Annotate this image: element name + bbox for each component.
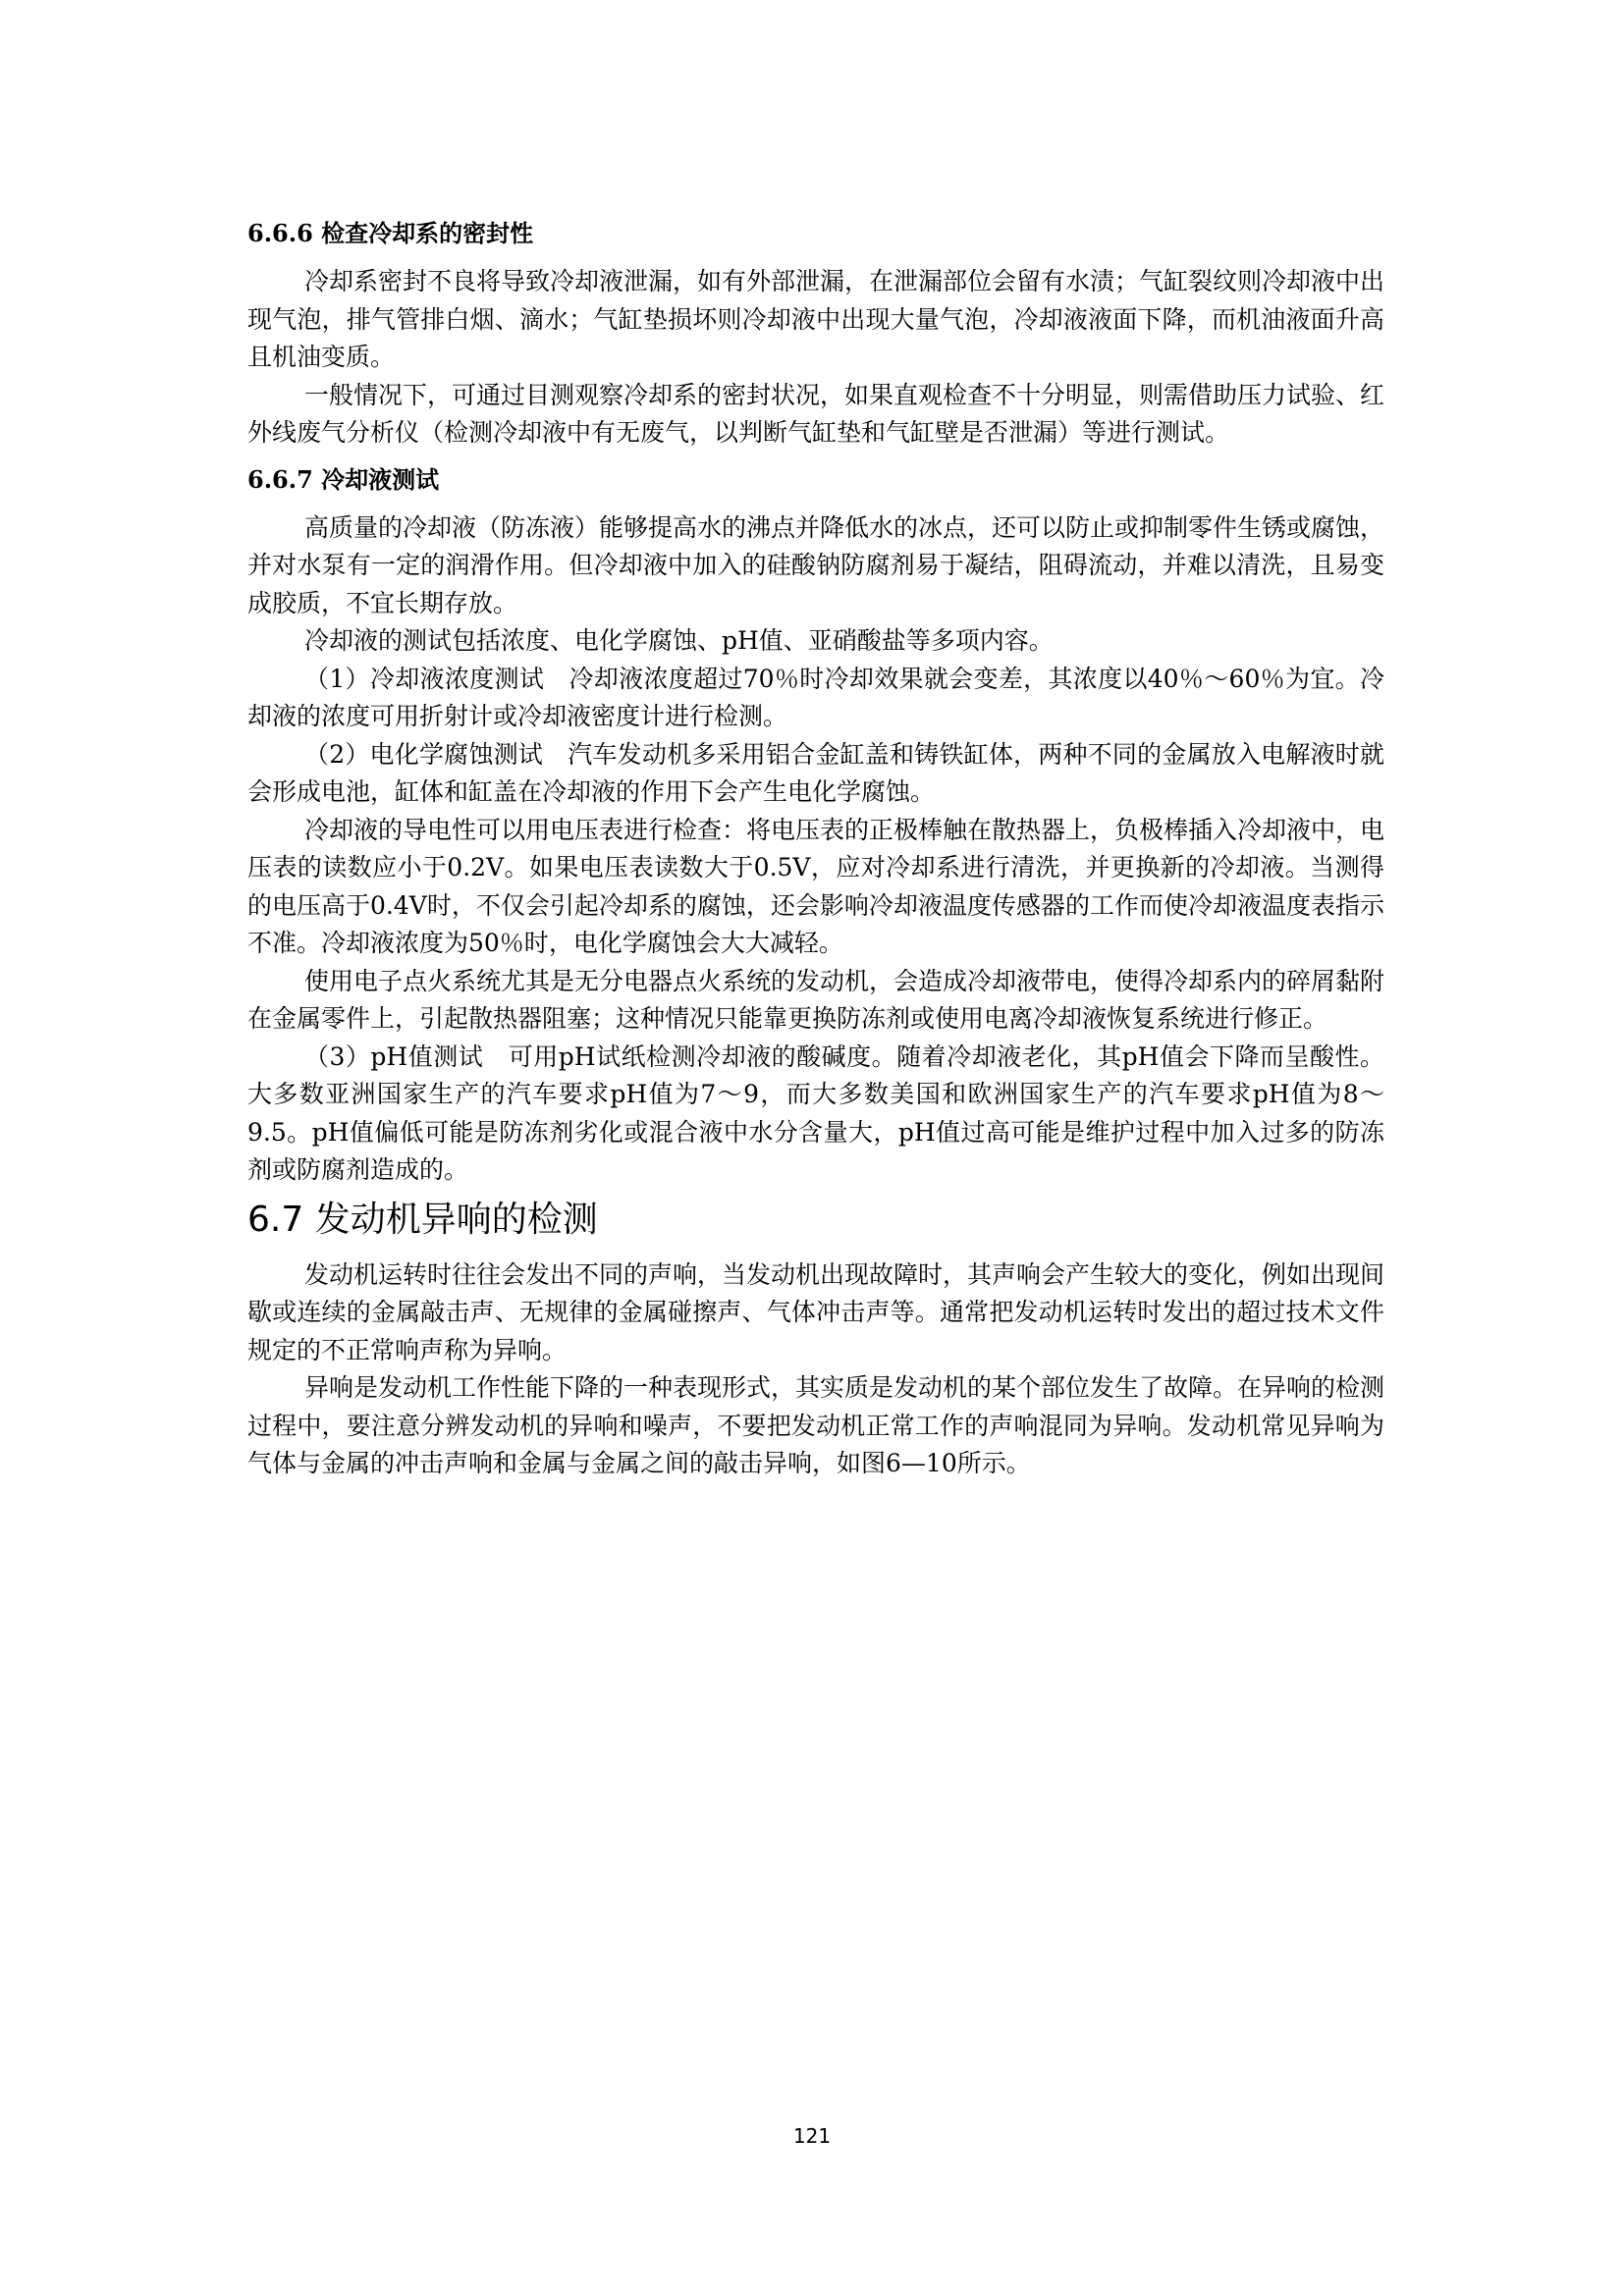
paragraph: 冷却系密封不良将导致冷却液泄漏，如有外部泄漏，在泄漏部位会留有水渍；气缸裂纹则冷却液中出现气泡，排气管排白烟、滴水；气缸垫损坏则冷却液中出现大量气泡，冷却液液面下降，而机油液面升高且机油变质。 — [247, 267, 1385, 371]
paragraph: 使用电子点火系统尤其是无分电器点火系统的发动机，会造成冷却液带电，使得冷却系内的碎屑黏附在金属零件上，引起散热器阻塞；这种情况只能靠更换防冻剂或使用电离冷却液恢复系统进行修正。 — [247, 966, 1385, 1033]
paragraph: 冷却液的测试包括浓度、电化学腐蚀、pH值、亚硝酸盐等多项内容。 — [304, 626, 1054, 655]
page-content — [247, 216, 1384, 1483]
paragraph: 冷却液的导电性可以用电压表进行检查：将电压表的正极棒触在散热器上，负极棒插入冷却液中，电压表的读数应小于0.2V。如果电压表读数大于0.5V，应对冷却系进行清洗，并更换新的冷却液。当测得的电压高于0.4V时，不仅会引起冷却系的腐蚀，还会影响冷却液温度传感器的工作而使冷却液温度表指示不准。冷却液浓度为50％时，电化学腐蚀会大大减轻。 — [247, 815, 1385, 957]
paragraph: （1）冷却液浓度测试 冷却液浓度超过70％时冷却效果就会变差，其浓度以40％～60％为宜。冷却液的浓度可用折射计或冷却液密度计进行检测。 — [247, 664, 1384, 730]
paragraph: 高质量的冷却液（防冻液）能够提高水的沸点并降低水的冰点，还可以防止或抑制零件生锈或腐蚀，并对水泵有一定的润滑作用。但冷却液中加入的硅酸钠防腐剂易于凝结，阻碍流动，并难以清洗，且易变成胶质，不宜长期存放。 — [247, 512, 1385, 617]
paragraph: （2）电化学腐蚀测试 汽车发动机多采用铝合金缸盖和铸铁缸体，两种不同的金属放入电解液时就会形成电池，缸体和缸盖在冷却液的作用下会产生电化学腐蚀。 — [247, 739, 1384, 806]
paragraph: 发动机运转时往往会发出不同的声响，当发动机出现故障时，其声响会产生较大的变化，例如出现间歇或连续的金属敲击声、无规律的金属碰擦声、气体冲击声等。通常把发动机运转时发出的超过技术文件规定的不正常响声称为异响。 — [247, 1259, 1385, 1364]
paragraph: 一般情况下，可通过目测观察冷却系的密封状况，如果直观检查不十分明显，则需借助压力试验、红外线废气分析仪（检测冷却液中有无废气，以判断气缸垫和气缸壁是否泄漏）等进行测试。 — [247, 380, 1385, 447]
heading-6-7: 6.7 发动机异响的检测 — [247, 1199, 598, 1240]
paragraph: 异响是发动机工作性能下降的一种表现形式，其实质是发动机的某个部位发生了故障。在异响的检测过程中，要注意分辨发动机的异响和噪声，不要把发动机正常工作的声响混同为异响。发动机常见异响为气体与金属的冲击声响和金属与金属之间的敲击异响，如图6—10所示。 — [247, 1373, 1385, 1477]
heading-6-6-7: 6.6.7 冷却液测试 — [247, 464, 440, 494]
heading-6-6-6: 6.6.6 检查冷却系的密封性 — [247, 219, 534, 247]
paragraph: （3）pH值测试 可用pH试纸检测冷却液的酸碱度。随着冷却液老化，其pH值会下降而呈酸性。大多数亚洲国家生产的汽车要求pH值为7～9，而大多数美国和欧洲国家生产的汽车要求pH值为8～9.5。pH值偏低可能是防冻剂劣化或混合液中水分含量大，pH值过高可能是维护过程中加入过多的防冻剂或防腐剂造成的。 — [247, 1041, 1384, 1184]
page-number: 121 — [792, 2124, 832, 2148]
